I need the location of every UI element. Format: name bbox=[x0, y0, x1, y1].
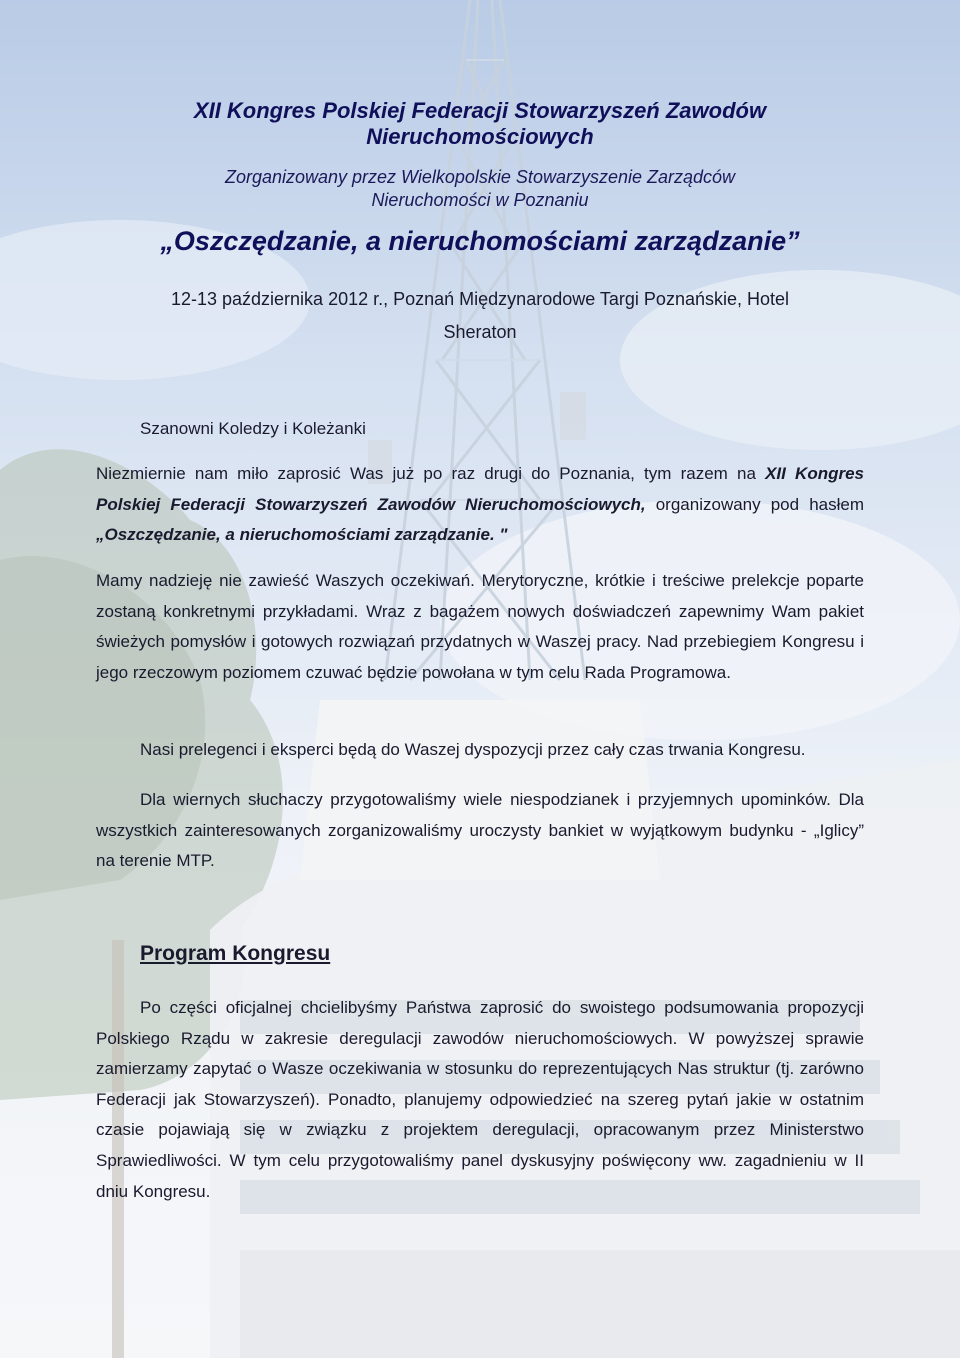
date-venue-line-2: Sheraton bbox=[443, 322, 517, 342]
congress-title-line-2: Nieruchomościowych bbox=[366, 124, 594, 149]
expectations-paragraph: Mamy nadzieję nie zawieść Waszych oczekiwań. Merytoryczne, krótkie i treściwe prelekcje poparte zostaną konkretnymi przykładami. Wraz z bagażem nowych doświadczeń zapewnimy Wam pakiet świeżych pomysłów i gotowych rozwiązań przydatnych w Waszej pracy. Nad przebiegiem Kongresu i jego rzeczowym poziomem czuwać będzie powołana w tym celu Rada Programowa. bbox=[96, 571, 864, 682]
invitation-motto: „Oszczędzanie, a nieruchomościami zarządzanie. " bbox=[96, 525, 508, 545]
invitation-text-mid: organizowany pod hasłem bbox=[645, 494, 864, 514]
invitation-congress-name: XII Kongres Polskiej Federacji Stowarzyszeń Zawodów Nieruchomościowych, bbox=[96, 464, 864, 514]
program-paragraph: Po części oficjalnej chcielibyśmy Państwa zaprosić do swoistego podsumowania propozycji Polskiego Rządu w zakresie deregulacji zawodów nieruchomościowych. W powyższej sprawie zamierzamy zapytać o Wasze oczekiwania w stosunku do reprezentujących Nas struktur (tj. zarówno Federacji jak Stowarzyszeń). Ponadto, planujemy odpowiedzieć na szereg pytań jakie w ostatnim czasie pojawiają się w związku z projektem deregulacji, opracowanym przez Ministerstwo Sprawiedliwości. W tym celu przygotowaliśmy panel dyskusyjny poświęcony ww. zagadnieniu w II dniu Kongresu. bbox=[96, 998, 864, 1201]
greeting: Szanowni Koledzy i Koleżanki bbox=[140, 419, 366, 438]
invitation-text-start: Niezmiernie nam miło zaprosić Was już po raz drugi do Poznania, tym razem na bbox=[96, 464, 766, 483]
congress-title-line-1: XII Kongres Polskiej Federacji Stowarzyszeń Zawodów bbox=[193, 98, 767, 123]
organizer-line-2: Nieruchomości w Poznaniu bbox=[371, 190, 589, 210]
gifts-paragraph: Dla wiernych słuchaczy przygotowaliśmy wiele niespodzianek i przyjemnych upominków. Dla wszystkich zainteresowanych zorganizowaliśmy uroczysty bankiet w wyjątkowym budynku - „Iglicy” na terenie MTP. bbox=[96, 790, 864, 871]
speakers-paragraph: Nasi prelegenci i eksperci będą do Waszej dyspozycji przez cały czas trwania Kongresu. bbox=[140, 740, 806, 759]
congress-motto: „Oszczędzanie, a nieruchomościami zarządzanie” bbox=[160, 226, 800, 256]
invitation-paragraph bbox=[96, 459, 864, 551]
date-venue-line-1: 12-13 października 2012 r., Poznań Międzynarodowe Targi Poznańskie, Hotel bbox=[170, 289, 790, 309]
organizer-line-1: Zorganizowany przez Wielkopolskie Stowarzyszenie Zarządców bbox=[224, 167, 736, 187]
program-heading: Program Kongresu bbox=[140, 942, 331, 965]
